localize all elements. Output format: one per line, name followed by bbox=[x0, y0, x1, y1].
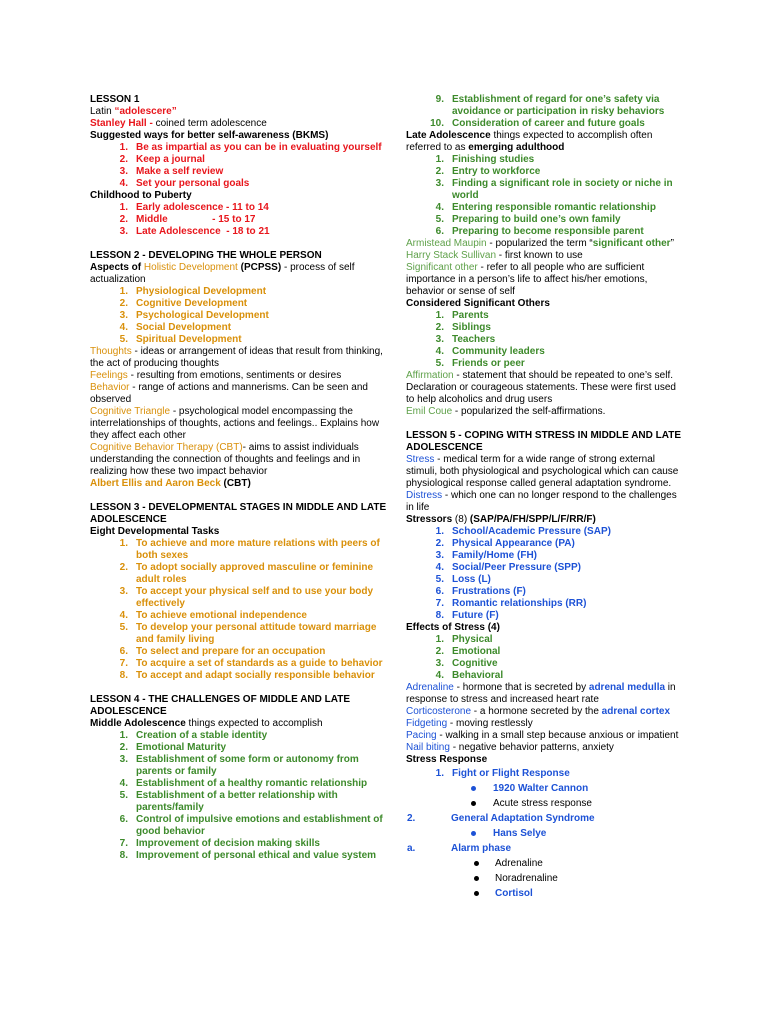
behavior-def: Behavior - range of actions and mannerisms. Can be seen and observed bbox=[90, 382, 368, 405]
list-item: 3. Finding a significant role in society or niche in world bbox=[435, 178, 673, 201]
list-item: 7. Improvement of decision making skills bbox=[119, 838, 320, 849]
response-item-a: a. Alarm phase bbox=[407, 842, 512, 854]
list-item: 9. Establishment of regard for one’s safety via avoidance or participation in risky behaviors bbox=[435, 94, 665, 117]
lesson3-title: LESSON 3 - DEVELOPMENTAL STAGES IN MIDDLE AND LATE ADOLESCENCE bbox=[90, 502, 387, 525]
lesson5-title: LESSON 5 - COPING WITH STRESS IN MIDDLE AND LATE ADOLESCENCE bbox=[406, 430, 682, 453]
list-item: 1. Creation of a stable identity bbox=[119, 730, 268, 741]
middle-line: Middle Adolescence things expected to accomplish bbox=[90, 718, 323, 729]
bullet-item: Adrenaline bbox=[406, 856, 682, 871]
list-item: 2. Siblings bbox=[435, 322, 491, 333]
devs-list bbox=[90, 286, 388, 346]
list-item: 4. Social/Peer Pressure (SPP) bbox=[435, 562, 581, 573]
maupin-line: Armistead Maupin - popularized the term “significant other” bbox=[406, 238, 674, 249]
bullet-item: Noradrenaline bbox=[406, 871, 682, 886]
bullet-icon bbox=[474, 876, 479, 881]
response-1-bullets bbox=[406, 781, 682, 811]
list-item: 4. Establishment of a healthy romantic relationship bbox=[119, 778, 368, 789]
list-item: 5. Friends or peer bbox=[435, 358, 525, 369]
late-line: Late Adolescence things expected to accomplish often referred to as emerging adulthood bbox=[406, 130, 653, 153]
tasks-list bbox=[90, 538, 388, 682]
list-item: 1. Finishing studies bbox=[435, 154, 535, 165]
bullet-item: Acute stress response bbox=[406, 796, 682, 811]
affirm-def: Affirmation - statement that should be repeated to one’s self. Declaration or courageous statements. These were first used to help alcoholics and drug users bbox=[406, 370, 676, 405]
list-item: 2. Emotional Maturity bbox=[119, 742, 227, 753]
list-item: 2. To adopt socially approved masculine or feminine adult roles bbox=[119, 562, 374, 585]
ellis-line: Albert Ellis and Aaron Beck (CBT) bbox=[90, 478, 251, 489]
bullet-item: 1920 Walter Cannon bbox=[406, 781, 682, 796]
list-item: 3. Make a self review bbox=[119, 166, 224, 177]
feelings-def: Feelings - resulting from emotions, sentiments or desires bbox=[90, 370, 342, 381]
list-item: 6. Control of impulsive emotions and establishment of good behavior bbox=[119, 814, 383, 837]
list-item: 3. Cognitive bbox=[435, 658, 498, 669]
list-item: 3. Psychological Development bbox=[119, 310, 269, 321]
list-item: 1. To achieve and more mature relations with peers of both sexes bbox=[119, 538, 380, 561]
list-item: 8. Future (F) bbox=[435, 610, 499, 621]
bullet-item: Hans Selye bbox=[406, 826, 682, 841]
list-item: 3. Late Adolescence - 18 to 21 bbox=[119, 226, 270, 237]
hall-name: Stanley Hall - bbox=[90, 118, 153, 129]
stages-list bbox=[90, 202, 388, 238]
list-item: 3. Establishment of some form or autonomy from parents or family bbox=[119, 754, 359, 777]
fidget-def: Fidgeting - moving restlessly bbox=[406, 718, 533, 729]
list-item: 3. Family/Home (FH) bbox=[435, 550, 538, 561]
list-item: 4. Set your personal goals bbox=[119, 178, 250, 189]
list-item: 5. Preparing to build one’s own family bbox=[435, 214, 621, 225]
sigother-def: Significant other - refer to all people who are sufficient importance in a person’s life to affect his/her emotions, behavior or sense of self bbox=[406, 262, 648, 297]
list-item: 4. Community leaders bbox=[435, 346, 545, 357]
list-item: 7. To acquire a set of standards as a guide to behavior bbox=[119, 658, 383, 669]
aspects-line: Aspects of Holistic Development (PCPSS) - process of self actualization bbox=[90, 262, 355, 285]
effects-list bbox=[406, 634, 682, 682]
bullet-icon bbox=[474, 891, 479, 896]
cortico-def: Corticosterone - a hormone secreted by the adrenal cortex bbox=[406, 706, 671, 717]
bullet-icon bbox=[471, 801, 476, 806]
left-column bbox=[90, 94, 388, 862]
latin-line bbox=[90, 106, 388, 118]
list-item: 2. Physical Appearance (PA) bbox=[435, 538, 575, 549]
list-item: 5. To develop your personal attitude toward marriage and family living bbox=[119, 622, 377, 645]
list-item: 8. Improvement of personal ethical and value system bbox=[119, 850, 377, 861]
effects-heading: Effects of Stress (4) bbox=[406, 622, 500, 633]
list-item: 2. Middle - 15 to 17 bbox=[119, 214, 256, 225]
list-item: 5. Spiritual Development bbox=[119, 334, 242, 345]
lesson4-title: LESSON 4 - THE CHALLENGES OF MIDDLE AND LATE ADOLESCENCE bbox=[90, 694, 351, 717]
bullet-item: Cortisol bbox=[406, 886, 682, 901]
middle-list bbox=[90, 730, 388, 862]
ways-list bbox=[90, 142, 388, 190]
bullet-icon bbox=[474, 861, 479, 866]
list-item: 1. Physical bbox=[435, 634, 493, 645]
eight-heading: Eight Developmental Tasks bbox=[90, 526, 220, 537]
stressors-heading: Stressors (8) (SAP/PA/FH/SPP/L/F/RR/F) bbox=[406, 514, 596, 525]
others-list bbox=[406, 310, 682, 370]
distress-def: Distress - which one can no longer respond to the challenges in life bbox=[406, 490, 677, 513]
pacing-def: Pacing - walking in a small step because anxious or impatient bbox=[406, 730, 679, 741]
stress-def: Stress - medical term for a wide range of strong external stimuli, both physiological and psychological which can cause physiological response called general adaptation syndrome. bbox=[406, 454, 679, 489]
latin-word: “adolescere” bbox=[114, 106, 177, 117]
middle-list-cont bbox=[406, 94, 682, 130]
lesson2-title: LESSON 2 - DEVELOPING THE WHOLE PERSON bbox=[90, 250, 322, 261]
adrenaline-def: Adrenaline - hormone that is secreted by adrenal medulla in response to stress and increased heart rate bbox=[406, 682, 676, 705]
considered-heading: Considered Significant Others bbox=[406, 298, 550, 309]
list-item: 5. Loss (L) bbox=[435, 574, 491, 585]
coue-line: Emil Coue - popularized the self-affirmations. bbox=[406, 406, 606, 417]
alarm-bullets bbox=[406, 856, 682, 901]
list-item: 6. To select and prepare for an occupation bbox=[119, 646, 326, 657]
late-list bbox=[406, 154, 682, 238]
list-item: 6. Frustrations (F) bbox=[435, 586, 526, 597]
lesson1-title: LESSON 1 bbox=[90, 94, 140, 105]
bullet-icon bbox=[471, 786, 476, 791]
list-item: 7. Romantic relationships (RR) bbox=[435, 598, 587, 609]
hall-line bbox=[90, 118, 388, 130]
response-2-bullets bbox=[406, 826, 682, 841]
right-column bbox=[406, 94, 682, 901]
list-item: 6. Preparing to become responsible parent bbox=[435, 226, 644, 237]
suggested-heading: Suggested ways for better self-awareness (BKMS) bbox=[90, 130, 329, 141]
list-item: 4. Social Development bbox=[119, 322, 232, 333]
list-item: 4. Entering responsible romantic relationship bbox=[435, 202, 656, 213]
latin-prefix: Latin bbox=[90, 106, 115, 117]
list-item: 1. Parents bbox=[435, 310, 489, 321]
nail-def: Nail biting - negative behavior patterns, anxiety bbox=[406, 742, 614, 753]
response-heading: Stress Response bbox=[406, 754, 488, 765]
list-item: 8. To accept and adapt socially responsible behavior bbox=[119, 670, 375, 681]
list-item: 1. Be as impartial as you can be in evaluating yourself bbox=[119, 142, 382, 153]
list-item: 1. Early adolescence - 11 to 14 bbox=[119, 202, 269, 213]
list-item: 2. Entry to workforce bbox=[435, 166, 541, 177]
list-item: 1. Physiological Development bbox=[119, 286, 267, 297]
stressors-list bbox=[406, 526, 682, 622]
response-item-1: 1. Fight or Flight Response bbox=[435, 767, 570, 779]
list-item: 3. Teachers bbox=[435, 334, 496, 345]
list-item: 2. Emotional bbox=[435, 646, 501, 657]
list-item: 1. School/Academic Pressure (SAP) bbox=[435, 526, 611, 537]
list-item: 3. To accept your physical self and to use your body effectively bbox=[119, 586, 374, 609]
thoughts-def: Thoughts - ideas or arrangement of ideas that result from thinking, the act of producing thoughts bbox=[90, 346, 383, 369]
puberty-heading: Childhood to Puberty bbox=[90, 190, 192, 201]
list-item: 2. Cognitive Development bbox=[119, 298, 248, 309]
bullet-icon bbox=[471, 831, 476, 836]
sullivan-line: Harry Stack Sullivan - first known to use bbox=[406, 250, 583, 261]
list-item: 5. Establishment of a better relationship with parents/family bbox=[119, 790, 338, 813]
list-item: 2. Keep a journal bbox=[119, 154, 205, 165]
list-item: 4. To achieve emotional independence bbox=[119, 610, 307, 621]
cbt-def: Cognitive Behavior Therapy (CBT)- aims to assist individuals understanding the connection of thoughts and feelings and in realizing how these two impact behavior bbox=[90, 442, 361, 477]
list-item: 4. Behavioral bbox=[435, 670, 504, 681]
response-item-2: 2. General Adaptation Syndrome bbox=[407, 812, 595, 824]
triangle-def: Cognitive Triangle - psychological model encompassing the interrelationships of thoughts, actions and feelings.. Explains how they affect each other bbox=[90, 406, 380, 441]
hall-desc: coined term adolescence bbox=[152, 118, 267, 129]
list-item: 10. Consideration of career and future goals bbox=[430, 118, 645, 129]
